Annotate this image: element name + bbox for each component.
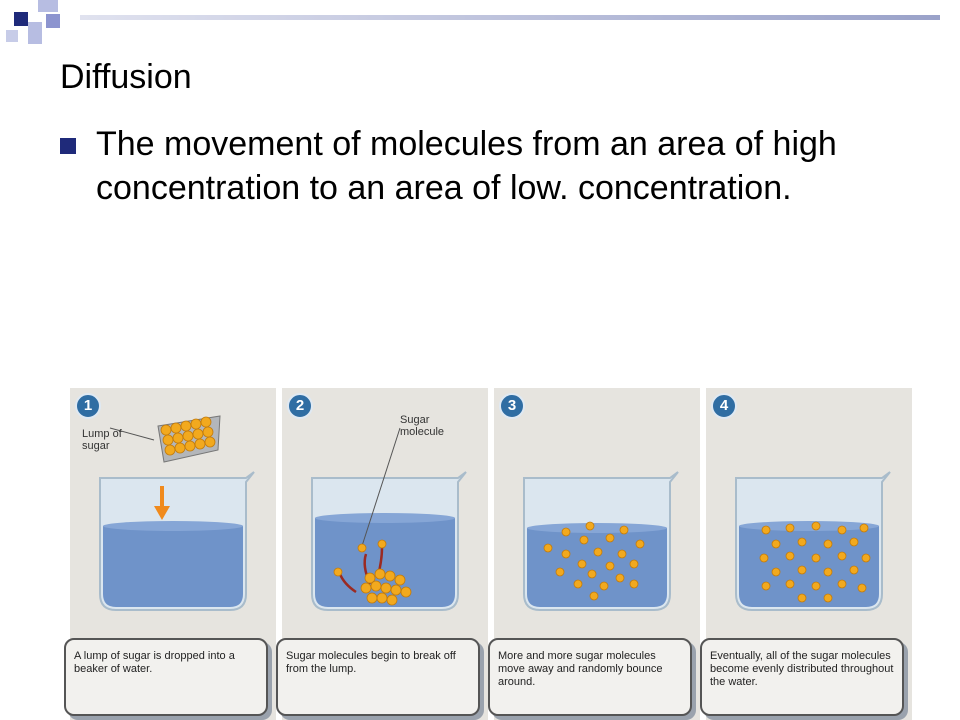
caption-box [488, 638, 692, 716]
bullet-point [60, 122, 920, 210]
beaker-illustration-1 [70, 388, 276, 638]
slide-title: Diffusion [60, 58, 192, 96]
caption-box [276, 638, 480, 716]
diffusion-panel-3 [494, 388, 700, 720]
annotation-label: Sugar [400, 414, 430, 426]
beaker-illustration-3 [494, 388, 700, 638]
caption-text: Sugar molecules begin to break off from the lump. [286, 650, 456, 675]
beaker-illustration-2 [282, 388, 488, 638]
top-rule [80, 15, 940, 20]
annotation-label: sugar [82, 440, 110, 452]
bullet-text: The movement of molecules from an area of high concentration to an area of low. concentration. [96, 125, 837, 207]
annotation-label: Lump of [82, 428, 122, 440]
step-number-badge: 3 [499, 393, 525, 419]
annotation-label: molecule [400, 426, 445, 438]
caption-box [64, 638, 268, 716]
corner-decoration [0, 0, 80, 60]
beaker-illustration-4 [706, 388, 912, 638]
caption-box [700, 638, 904, 716]
diffusion-panel-4 [706, 388, 912, 720]
step-number-badge: 1 [75, 393, 101, 419]
caption-text: A lump of sugar is dropped into a beaker of water. [74, 650, 235, 675]
caption-text: More and more sugar molecules move away and randomly bounce around. [498, 650, 663, 688]
step-number-badge: 4 [711, 393, 737, 419]
step-number-badge: 2 [287, 393, 313, 419]
diffusion-panel-1 [70, 388, 276, 720]
caption-text: Eventually, all of the sugar molecules become evenly distributed throughout the water. [710, 650, 894, 688]
diffusion-panel-2 [282, 388, 488, 720]
bullet-square-icon [60, 138, 76, 154]
